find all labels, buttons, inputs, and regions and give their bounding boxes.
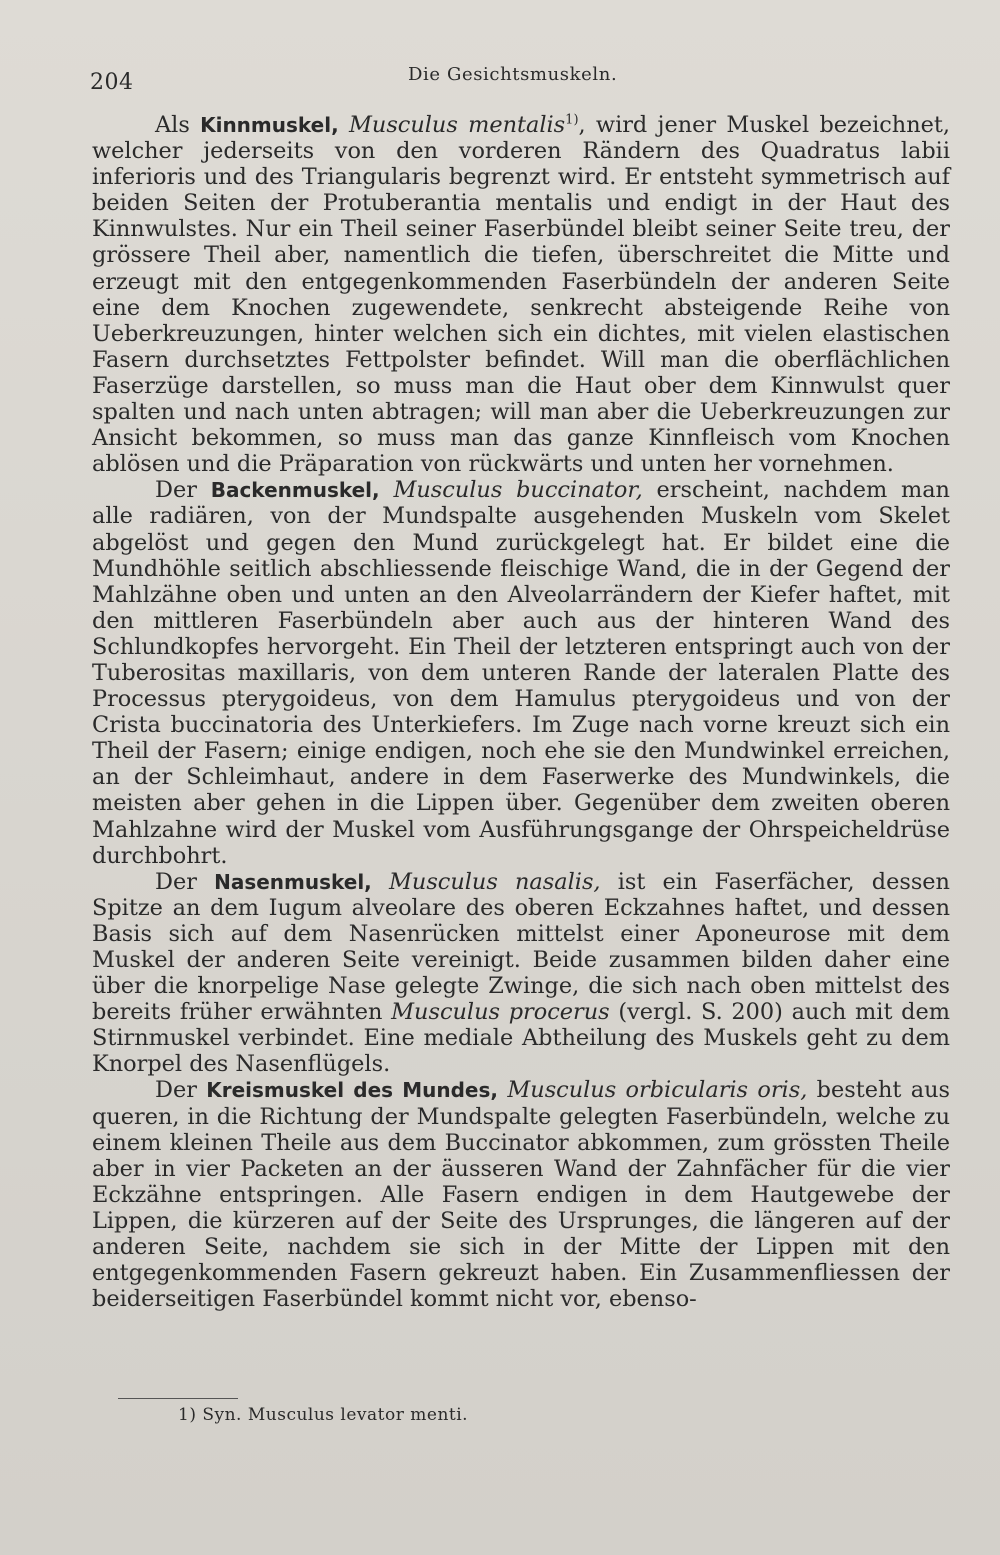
- paragraph-kinnmuskel: [92, 112, 950, 477]
- running-head: Die Gesichtsmuskeln.: [408, 64, 618, 85]
- paragraph-text: besteht aus queren, in die Richtung der Mundspalte gelegten Faserbündeln, welche zu einem kleinen Theile aus dem Buccinator abkommen, zum grössten Theile aber in vier Packeten an der äusseren Wand der Zahnfächer für die vier Eckzähne entspringen. Alle Fasern endigen in dem Hautgewebe der Lippen, die kürzeren auf der Seite des Ursprunges, die längeren auf der anderen Seite, nachdem sie sich in der Mitte der Lippen mit den entgegenkommenden Fasern gekreuzt haben. Ein Zusammenfliessen der beiderseitigen Faserbündel kommt nicht vor, ebenso-: [92, 1077, 951, 1313]
- paragraph-lead: Als: [155, 112, 201, 138]
- paragraph-kreismuskel: [92, 1077, 950, 1312]
- muscle-term: Kinnmuskel,: [200, 113, 339, 137]
- page-number: 204: [90, 70, 134, 95]
- footnote: [178, 1405, 468, 1425]
- latin-name: Musculus mentalis: [348, 112, 566, 138]
- body-text: [92, 112, 950, 1312]
- footnote-rule: [118, 1398, 238, 1399]
- muscle-term: Kreismuskel des Mundes,: [206, 1078, 498, 1103]
- paragraph-lead: Der: [155, 868, 215, 895]
- muscle-term: Backenmuskel,: [210, 478, 380, 503]
- page-header: [90, 58, 950, 98]
- muscle-term: Nasenmuskel,: [214, 869, 372, 894]
- latin-name: Musculus nasalis,: [388, 868, 601, 895]
- paragraph-text: erscheint, nachdem man alle radiären, von der Mundspalte ausgehenden Muskeln vom Skelet abgelöst und gegen den Mund zurückgelegt hat. Er bildet eine die Mundhöhle seitlich abschliessende fleischige Wand, die in der Gegend der Mahlzähne oben und unten an den Alveolarrändern der Kiefer haftet, mit den mittleren Faserbündeln aber auch aus der hinteren Wand des Schlundkopfes hervorgeht. Ein Theil der letzteren entspringt auch von der Tuberositas maxillaris, von dem unteren Rande der lateralen Platte des Processus pterygoideus, von dem Hamulus pterygoideus und von der Crista buccinatoria des Unterkiefers. Im Zuge nach vorne kreuzt sich ein Theil der Fasern; einige endigen, noch ehe sie den Mundwinkel erreichen, an der Schleimhaut, andere in dem Faserwerke des Mundwinkels, die meisten aber gehen in die Lippen über. Gegenüber dem zweiten oberen Mahlzahne wird der Muskel vom Ausführungsgange der Ohrspeicheldrüse durchbohrt.: [92, 477, 950, 869]
- footnote-reference: 1): [565, 112, 579, 128]
- latin-name: Musculus orbicularis oris,: [507, 1077, 808, 1104]
- paragraph-nasenmuskel: [92, 869, 950, 1078]
- paragraph-text: , wird jener Muskel bezeichnet, welcher jederseits von den vorderen Rändern des Quadratus labii inferioris und des Triangularis begrenzt wird. Er entsteht symmetrisch auf beiden Seiten der Protuberantia mentalis und endigt in der Haut des Kinnwulstes. Nur ein Theil seiner Faserbündel bleibt seiner Seite treu, der grössere Theil aber, namentlich die tiefen, überschreitet die Mitte und erzeugt mit den entgegenkommenden Faserbündeln der anderen Seite eine dem Knochen zugewendete, senkrecht absteigende Reihe von Ueberkreuzungen, hinter welchen sich ein dichtes, mit vielen elastischen Fasern durchsetztes Fettpolster befindet. Will man die oberflächlichen Faserzüge darstellen, so muss man die Haut ober dem Kinnwulst quer spalten und nach unten abtragen; will man aber die Ueberkreuzungen zur Ansicht bekommen, so muss man das ganze Kinnfleisch vom Knochen ablösen und die Präparation von rückwärts und unten her vornehmen.: [92, 112, 950, 478]
- footnote-mark: 1): [178, 1405, 197, 1425]
- latin-name-procerus: Musculus procerus: [391, 999, 610, 1026]
- paragraph-lead: Der: [155, 1077, 207, 1104]
- paragraph-text-continued: (vergl. S. 200) auch mit dem Stirnmuskel verbindet. Eine mediale Abtheilung des Muskels geht zu dem Knorpel des Nasenflügels.: [92, 999, 950, 1078]
- footnote-text: Syn. Musculus levator menti.: [196, 1405, 469, 1425]
- paragraph-text: ist ein Faserfächer, dessen Spitze an dem Iugum alveolare des oberen Eckzahnes haftet, und dessen Basis sich auf dem Nasenrücken mittelst einer Aponeurose mit dem Muskel der anderen Seite vereinigt. Beide zusammen bilden daher eine über die knorpelige Nase gelegte Zwinge, die sich nach oben mittelst des bereits früher erwähnten: [92, 868, 950, 1026]
- latin-name: Musculus buccinator,: [393, 477, 643, 504]
- paragraph-backenmuskel: [92, 477, 950, 868]
- paragraph-lead: Der: [155, 477, 211, 504]
